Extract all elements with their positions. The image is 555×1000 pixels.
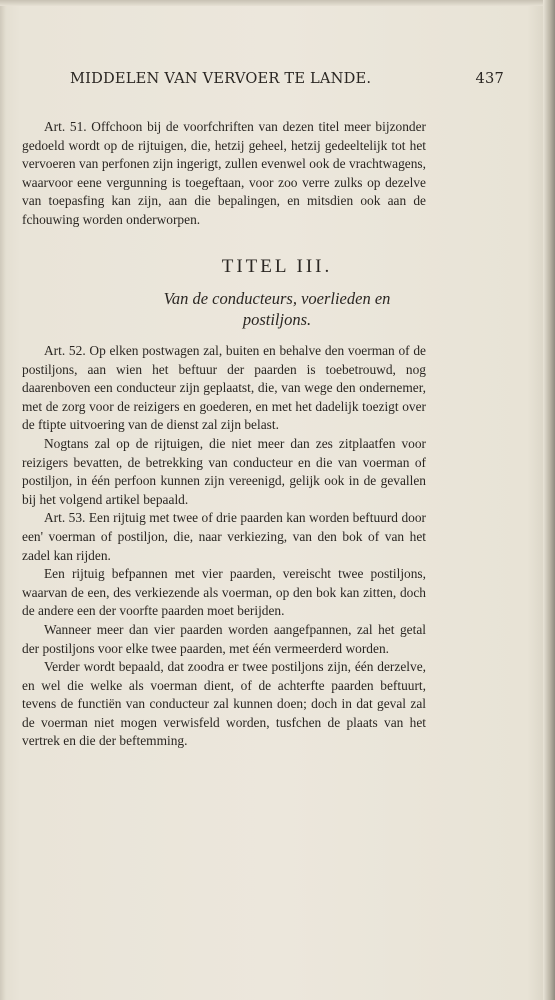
running-head	[22, 70, 532, 96]
paragraph-meer-dan-vier: Wanneer meer dan vier paarden worden aangefpannen, zal het getal der postiljons voor elke twee paarden, met één vermeerderd worden.	[22, 621, 426, 656]
paragraph-art-52: Art. 52. Op elken postwagen zal, buiten en behalve den voerman of de postiljons, aan wien het beftuur der paarden is toebetrouwd, nog daarenboven een conducteur zijn geplaatst, die, van wege den ondernemer, met de zorg voor de reizigers en goederen, en met het dadelijk toezigt over de ftipte uitvoering van de dienst zal zijn belast.	[22, 343, 426, 433]
running-title: MIDDELEN VAN VERVOER TE LANDE.	[70, 70, 372, 87]
page-right-edge	[543, 0, 555, 1000]
paragraph-art-53: Art. 53. Een rijtuig met twee of drie paarden kan worden beftuurd door een' voerman of postiljon, die, naar verkiezing, van den bok of van het zadel kan rijden.	[22, 510, 426, 563]
paragraph-nogtans: Nogtans zal op de rijtuigen, die niet meer dan zes zitplaatfen voor reizigers bevatten, de betrekking van conducteur en die van voerman of postiljon, in één perfoon kunnen zijn vereenigd, gelijk ook in de gevallen bij het volgend artikel bepaald.	[22, 435, 426, 507]
paragraph-art-51: Art. 51. Offchoon bij de voorfchriften van dezen titel meer bijzonder gedoeld wordt op de rijtuigen, die, hetzij geheel, hetzij gedeeltelijk tot het vervoeren van perfonen zijn ingerigt, zullen evenwel ook de vrachtwagens, waarvoor eene vergunning is toegeftaan, voor zoo verre zulks op dezelve van toepasfing kan zijn, aan die bepalingen, en mitsdien ook aan de fchouwing worden onderworpen.	[22, 119, 426, 227]
section-body	[22, 342, 426, 751]
section-subtitle-line-2: postiljons.	[242, 310, 312, 329]
paragraph-vier-paarden: Een rijtuig befpannen met vier paarden, vereischt twee postiljons, waarvan de een, des verkiezende als voerman, op den bok kan zitten, doch de andere een der voorfte paarden moet berijden.	[22, 566, 426, 619]
book-page	[22, 70, 532, 749]
paragraph-verder: Verder wordt bepaald, dat zoodra er twee postiljons zijn, één derzelve, en wel die welke als voerman dient, of de achterfte paarden beftuurt, tevens de functiën van conducteur zal kunnen doen; doch in dat geval zal de voerman niet mogen verwisfeld worden, tusfchen de plaats van het vertrek en die der beftemming.	[22, 659, 426, 749]
section-title: TITEL III.	[221, 256, 333, 277]
page-top-edge	[0, 0, 555, 6]
article-51-block	[22, 118, 426, 230]
page-number: 437	[475, 70, 504, 87]
section-subtitle-line-1: Van de conducteurs, voerlieden en	[163, 289, 391, 308]
